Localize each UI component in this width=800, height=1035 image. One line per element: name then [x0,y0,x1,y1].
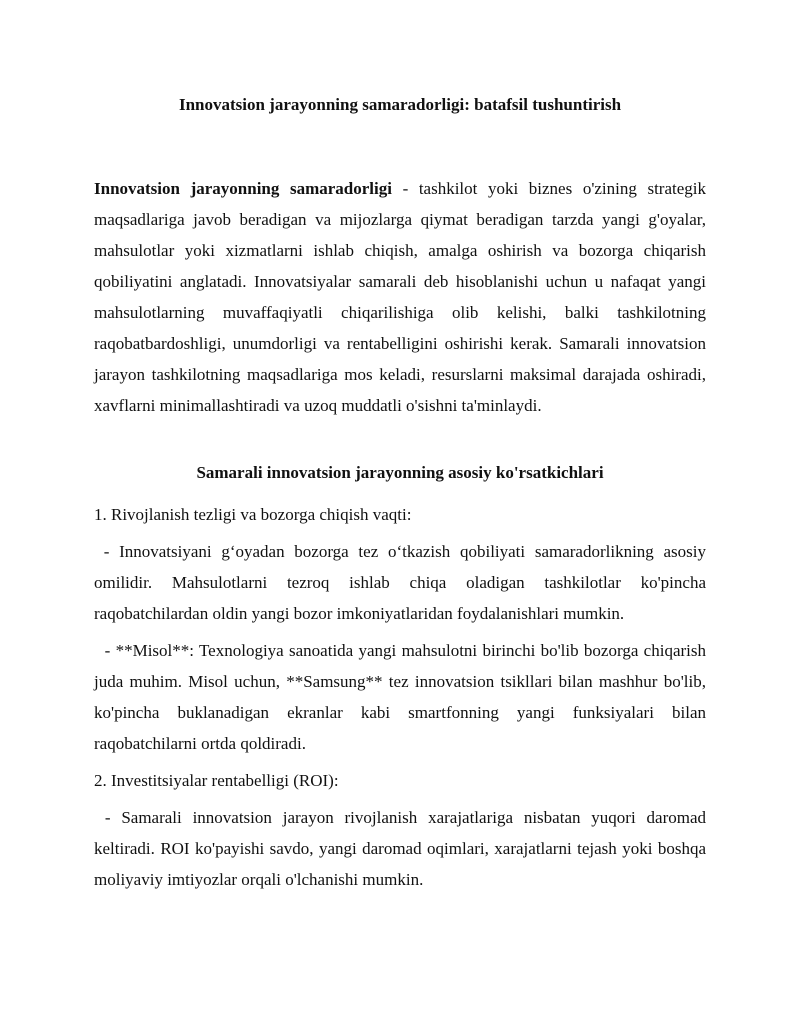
intro-text: - tashkilot yoki biznes o'zining strategik maqsadlariga javob beradigan va mijozlarga qiymat beradigan tarzda yangi g'oyalar, mahsulotlar yoki xizmatlarni ishlab chiqish, amalga oshirish va bozorga chiqarish qobiliyatini anglatadi. Innovatsiyalar samarali deb hisoblanishi uchun u nafaqat yangi mahsulotlarning muvaffaqiyatli chiqarilishiga olib kelishi, balki tashkilotning raqobatbardoshligi, unumdorligi va rentabelligini oshirishi kerak. Samarali innovatsion jarayon tashkilotning maqsadlariga mos keladi, resurslarni maksimal darajada oshiradi, xavflarni minimallashtiradi va uzoq muddatli o'sishni ta'minlaydi. [94,179,707,415]
intro-paragraph [94,173,706,421]
intro-term: Innovatsion jarayonning samaradorligi [94,179,392,198]
document-title: Innovatsion jarayonning samaradorligi: batafsil tushuntirish [178,95,622,114]
item-1-paragraph-1: - Innovatsiyani g‘oyadan bozorga tez o‘tkazish qobiliyati samaradorlikning asosiy omilidir. Mahsulotlarni tezroq ishlab chiqa oladigan tashkilotlar ko'pincha raqobatchilardan oldin yangi bozor imkoniyatlaridan foydalanishlari mumkin. [94,542,711,623]
item-2-paragraph-1: - Samarali innovatsion jarayon rivojlanish xarajatlariga nisbatan yuqori daromad keltiradi. ROI ko'payishi savdo, yangi daromad oqimlari, xarajatlarni tejash yoki boshqa moliyaviy imtiyozlar orqali o'lchanishi mumkin. [94,808,711,889]
item-1-paragraph-2: - **Misol**: Texnologiya sanoatida yangi mahsulotni birinchi bo'lib bozorga chiqarish juda muhim. Misol uchun, **Samsung** tez innovatsion tsikllari bilan mashhur bo'lib, ko'pincha buklanadigan ekranlar kabi smartfonning yangi funksiyalari bilan raqobatchilarni ortda qoldiradi. [94,641,711,753]
section-heading: Samarali innovatsion jarayonning asosiy ko'rsatkichlari [196,463,604,482]
item-heading-2: 2. Investitsiyalar rentabelligi (ROI): [94,771,339,790]
document-page [94,95,711,895]
item-heading-1: 1. Rivojlanish tezligi va bozorga chiqish vaqti: [94,505,412,524]
